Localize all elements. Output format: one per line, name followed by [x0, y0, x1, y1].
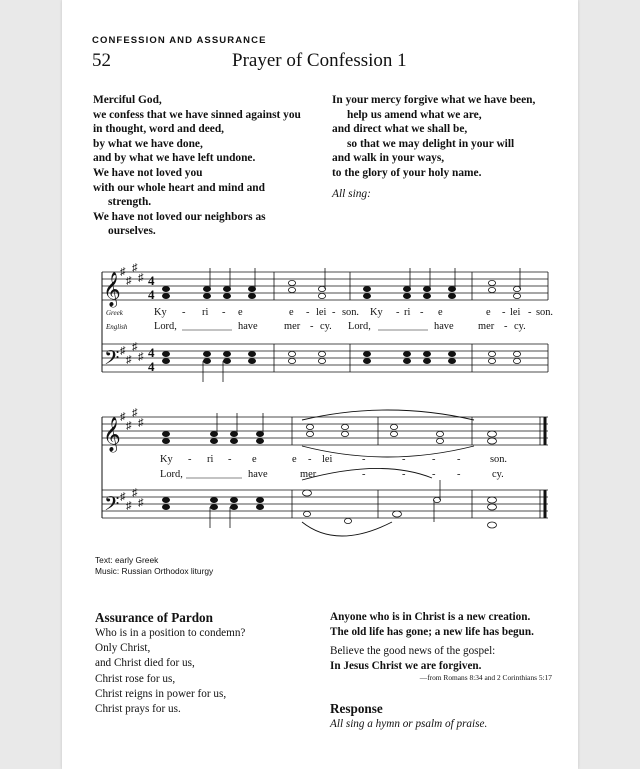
svg-text:♯: ♯: [132, 341, 138, 353]
svg-text:mer: mer: [300, 469, 317, 480]
svg-text:have: have: [238, 321, 258, 332]
new-creation-line: The old life has gone; a new life has begun.: [330, 626, 534, 639]
svg-text:-: -: [457, 454, 461, 465]
svg-text:-: -: [362, 454, 366, 465]
section-heading: CONFESSION AND ASSURANCE: [92, 35, 267, 46]
prayer-line: we confess that we have sinned against you: [93, 108, 301, 121]
assurance-line: Only Christ,: [95, 642, 151, 655]
prayer-line: We have not loved you: [93, 166, 203, 179]
prayer-line: help us amend what we are,: [347, 108, 482, 121]
svg-text:♯: ♯: [138, 351, 144, 363]
svg-text:♯: ♯: [138, 272, 144, 284]
system2-bass-staff: [102, 490, 548, 518]
svg-text:-: -: [504, 321, 508, 332]
svg-text:e: e: [252, 454, 257, 465]
prayer-line: and walk in your ways,: [332, 152, 445, 165]
svg-text:Lord,: Lord,: [348, 321, 371, 332]
item-number: 52: [92, 50, 111, 71]
svg-text:e: e: [292, 454, 297, 465]
response-instruction: All sing a hymn or psalm of praise.: [330, 718, 488, 730]
key-signature-sharps: [120, 262, 144, 512]
prayer-line: in thought, word and deed,: [93, 123, 225, 136]
svg-text:♯: ♯: [138, 417, 144, 429]
svg-text:♯: ♯: [132, 487, 138, 499]
prayer-line: ourselves.: [108, 225, 156, 238]
svg-text:♯: ♯: [120, 266, 126, 278]
hymnal-page: [62, 0, 578, 769]
prayer-line: to the glory of your holy name.: [332, 166, 482, 179]
svg-text:English: English: [106, 323, 128, 331]
svg-text:mer: mer: [284, 321, 301, 332]
svg-text:Ky: Ky: [160, 454, 173, 465]
svg-text:-: -: [188, 454, 192, 465]
prayer-line: and by what we have left undone.: [93, 152, 256, 165]
page-title: Prayer of Confession 1: [232, 50, 407, 71]
svg-text:-: -: [432, 469, 436, 480]
prayer-line: and direct what we shall be,: [332, 123, 468, 136]
svg-text:4: 4: [148, 287, 155, 302]
svg-text:-: -: [362, 469, 366, 480]
svg-text:♯: ♯: [120, 491, 126, 503]
believe-block: [330, 644, 495, 674]
response-heading: Response: [330, 701, 383, 716]
svg-text:e: e: [438, 307, 443, 318]
svg-text:4: 4: [148, 345, 155, 360]
svg-text:-: -: [222, 307, 226, 318]
scripture-source: —from Romans 8:34 and 2 Corinthians 5:17: [419, 673, 552, 682]
believe-line: Believe the good news of the gospel:: [330, 645, 496, 657]
system1-bass-staff: [102, 344, 548, 372]
svg-text:Ky: Ky: [370, 307, 383, 318]
svg-text:♯: ♯: [120, 345, 126, 357]
assurance-text: [95, 626, 245, 717]
svg-text:son.: son.: [536, 307, 554, 318]
svg-text:ri: ri: [404, 307, 411, 318]
slurs: [302, 410, 474, 536]
svg-text:-: -: [332, 307, 336, 318]
svg-text:♯: ♯: [126, 420, 132, 432]
new-creation-line: Anyone who is in Christ is a new creation.: [330, 611, 531, 623]
svg-text:Lord,: Lord,: [160, 469, 183, 480]
svg-text:lei: lei: [322, 454, 333, 465]
treble-clef-icon: 𝄞: [103, 273, 121, 306]
svg-text:♯: ♯: [120, 411, 126, 423]
svg-text:lei: lei: [316, 307, 327, 318]
prayer-line: Merciful God,: [93, 94, 162, 106]
svg-text:-: -: [402, 469, 406, 480]
text-credit: Text: early Greek: [95, 555, 159, 565]
svg-text:-: -: [308, 454, 312, 465]
svg-text:e: e: [486, 307, 491, 318]
treble-clef-icon: 𝄞: [103, 418, 121, 451]
assurance-line: Christ rose for us,: [95, 672, 176, 685]
assurance-line: Christ reigns in power for us,: [95, 687, 227, 700]
assurance-line: and Christ died for us,: [95, 657, 195, 670]
svg-text:-: -: [502, 307, 506, 318]
svg-text:Ky: Ky: [154, 307, 167, 318]
svg-text:♯: ♯: [126, 275, 132, 287]
svg-text:♯: ♯: [126, 354, 132, 366]
assurance-line: Who is in a position to condemn?: [95, 627, 246, 639]
bass-clef-icon: 𝄢: [104, 348, 120, 374]
forgiven-line: In Jesus Christ we are forgiven.: [330, 660, 482, 673]
svg-text:-: -: [420, 307, 424, 318]
svg-text:♯: ♯: [138, 497, 144, 509]
svg-text:-: -: [182, 307, 186, 318]
music-credit: Music: Russian Orthodox liturgy: [95, 566, 214, 576]
svg-text:-: -: [396, 307, 400, 318]
svg-text:son.: son.: [342, 307, 360, 318]
assurance-line: Christ prays for us.: [95, 703, 181, 716]
svg-text:-: -: [432, 454, 436, 465]
assurance-heading: Assurance of Pardon: [95, 610, 213, 625]
svg-text:Lord,: Lord,: [154, 321, 177, 332]
note-stems: [203, 268, 520, 528]
prayer-line: strength.: [108, 196, 152, 209]
lyrics: [105, 307, 553, 480]
svg-text:ri: ri: [202, 307, 209, 318]
svg-text:e: e: [289, 307, 294, 318]
svg-text:-: -: [402, 454, 406, 465]
new-creation-text: [330, 610, 534, 640]
svg-text:-: -: [457, 469, 461, 480]
prayer-line: so that we may delight in your will: [347, 137, 515, 150]
svg-text:4: 4: [148, 273, 155, 288]
svg-text:♯: ♯: [132, 407, 138, 419]
bass-clef-icon: 𝄢: [104, 494, 120, 520]
svg-text:e: e: [238, 307, 243, 318]
svg-text:cy.: cy.: [514, 321, 526, 332]
svg-text:son.: son.: [490, 454, 508, 465]
prayer-line: by what we have done,: [93, 137, 203, 150]
prayer-line: We have not loved our neighbors as: [93, 210, 266, 223]
prayer-line: In your mercy forgive what we have been,: [332, 94, 536, 106]
svg-text:have: have: [248, 469, 268, 480]
svg-text:4: 4: [148, 359, 155, 374]
credits: [95, 555, 213, 577]
svg-text:lei: lei: [510, 307, 521, 318]
svg-text:♯: ♯: [132, 262, 138, 274]
all-sing-instruction: All sing:: [332, 188, 371, 200]
svg-text:cy.: cy.: [492, 469, 504, 480]
svg-text:Greek: Greek: [106, 309, 123, 317]
svg-text:-: -: [310, 321, 314, 332]
prayer-line: with our whole heart and mind and: [93, 181, 265, 194]
svg-text:have: have: [434, 321, 454, 332]
svg-text:♯: ♯: [126, 500, 132, 512]
svg-text:-: -: [528, 307, 532, 318]
svg-text:-: -: [228, 454, 232, 465]
svg-text:mer: mer: [478, 321, 495, 332]
svg-text:ri: ri: [207, 454, 214, 465]
svg-text:cy.: cy.: [320, 321, 332, 332]
svg-text:-: -: [306, 307, 310, 318]
